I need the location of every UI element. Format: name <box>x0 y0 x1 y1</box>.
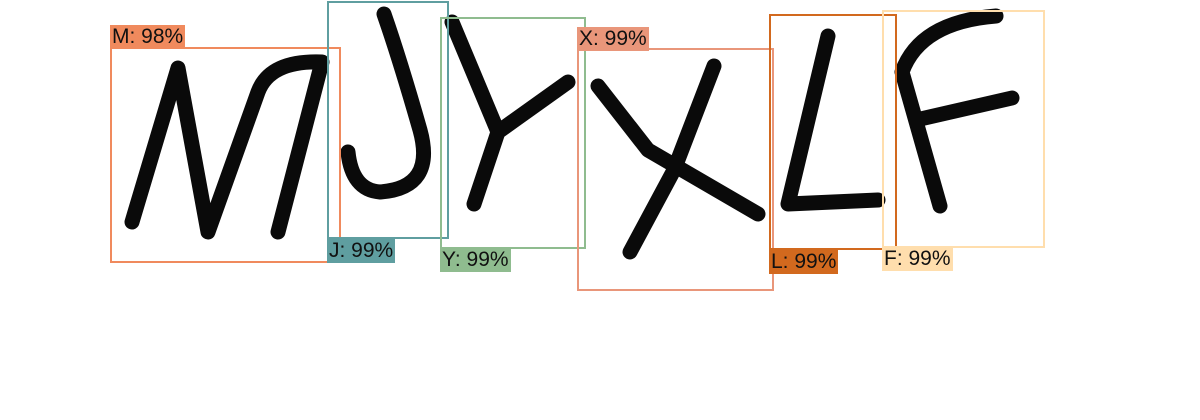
bounding-box-m <box>110 47 341 263</box>
bounding-box-f <box>882 10 1045 248</box>
detection-label-m: M: 98% <box>112 25 184 48</box>
detection-label-l: L: 99% <box>771 250 837 273</box>
detection-label-j: J: 99% <box>329 239 394 262</box>
bounding-box-y <box>440 17 586 249</box>
detection-label-f: F: 99% <box>884 247 951 270</box>
detection-label-x: X: 99% <box>579 27 647 50</box>
bounding-box-x <box>577 48 774 291</box>
detection-label-y: Y: 99% <box>442 248 509 271</box>
bounding-box-l <box>769 14 897 250</box>
bounding-box-j <box>327 1 449 239</box>
